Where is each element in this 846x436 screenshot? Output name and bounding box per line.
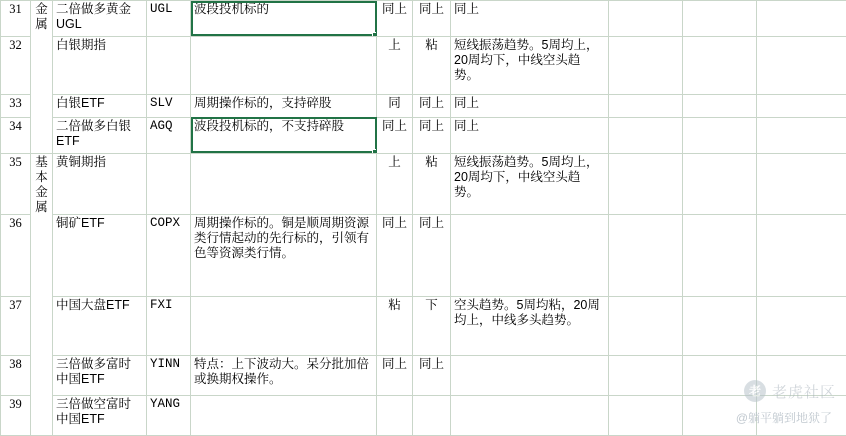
cell-group-base-metal[interactable]: 基本金属: [31, 153, 53, 435]
cell-empty[interactable]: [683, 94, 757, 117]
cell-row-number[interactable]: 37: [1, 296, 31, 355]
cell-trend-2[interactable]: 同上: [413, 214, 451, 296]
cell-name[interactable]: 中国大盘ETF: [53, 296, 147, 355]
cell-row-number[interactable]: 35: [1, 153, 31, 214]
cell-name[interactable]: 三倍做多富时中国ETF: [53, 355, 147, 395]
cell-name[interactable]: 二倍做多黄金UGL: [53, 1, 147, 37]
cell-empty[interactable]: [757, 117, 846, 153]
cell-description[interactable]: 特点：上下波动大。呆分批加倍或换期权操作。: [191, 355, 377, 395]
cell-row-number[interactable]: 33: [1, 94, 31, 117]
cell-code[interactable]: YINN: [147, 355, 191, 395]
cell-trend-note[interactable]: 短线振荡趋势。5周均上，20周均下，中线空头趋势。: [451, 153, 609, 214]
cell-trend-1[interactable]: 同: [377, 94, 413, 117]
cell-empty[interactable]: [757, 395, 846, 435]
cell-description[interactable]: [191, 153, 377, 214]
cell-code[interactable]: COPX: [147, 214, 191, 296]
cell-description[interactable]: [191, 296, 377, 355]
cell-trend-note[interactable]: 同上: [451, 1, 609, 37]
watermark-username: @躺平躺到地狱了: [735, 411, 832, 425]
table-row[interactable]: [1, 117, 846, 153]
cell-trend-note[interactable]: [451, 214, 609, 296]
cell-description[interactable]: [191, 36, 377, 94]
watermark-text: 老虎社区: [771, 383, 836, 401]
cell-empty[interactable]: [609, 117, 683, 153]
cell-empty[interactable]: [683, 296, 757, 355]
cell-empty[interactable]: [683, 36, 757, 94]
cell-description[interactable]: [191, 395, 377, 435]
table-row[interactable]: [1, 153, 846, 214]
cell-empty[interactable]: [609, 94, 683, 117]
cell-row-number[interactable]: 39: [1, 395, 31, 435]
cell-empty[interactable]: [683, 395, 757, 435]
cell-empty[interactable]: [683, 153, 757, 214]
cell-empty[interactable]: [609, 214, 683, 296]
cell-code[interactable]: SLV: [147, 94, 191, 117]
table-row[interactable]: [1, 214, 846, 296]
cell-row-number[interactable]: 32: [1, 36, 31, 94]
cell-trend-note[interactable]: [451, 355, 609, 395]
cell-name[interactable]: 二倍做多白银ETF: [53, 117, 147, 153]
cell-trend-1[interactable]: 同上: [377, 214, 413, 296]
cell-description-text: 波段投机标的: [194, 2, 270, 16]
cell-row-number[interactable]: 38: [1, 355, 31, 395]
cell-empty[interactable]: [683, 355, 757, 395]
cell-trend-note[interactable]: [451, 395, 609, 435]
cell-empty[interactable]: [683, 117, 757, 153]
cell-name[interactable]: 铜矿ETF: [53, 214, 147, 296]
cell-group-metal[interactable]: 金属: [31, 1, 53, 154]
cell-description[interactable]: 周期操作标的。铜是顺周期资源类行情起动的先行标的，引领有色等资源类行情。: [191, 214, 377, 296]
cell-name[interactable]: 黄铜期指: [53, 153, 147, 214]
cell-trend-2[interactable]: [413, 395, 451, 435]
selection-handle[interactable]: [372, 149, 377, 154]
cell-row-number[interactable]: 31: [1, 1, 31, 37]
cell-row-number[interactable]: 34: [1, 117, 31, 153]
cell-empty[interactable]: [609, 1, 683, 37]
cell-description[interactable]: 周期操作标的，支持碎股: [191, 94, 377, 117]
cell-trend-1[interactable]: 同上: [377, 117, 413, 153]
cell-description-text: 波段投机标的，不支持碎股: [194, 118, 345, 133]
cell-trend-2[interactable]: 同上: [413, 117, 451, 153]
cell-trend-2[interactable]: 下: [413, 296, 451, 355]
cell-trend-2[interactable]: 同上: [413, 1, 451, 37]
cell-empty[interactable]: [609, 36, 683, 94]
table-row[interactable]: [1, 296, 846, 355]
cell-trend-1[interactable]: 同上: [377, 1, 413, 37]
cell-name[interactable]: 白银ETF: [53, 94, 147, 117]
cell-trend-note[interactable]: 同上: [451, 94, 609, 117]
cell-trend-2[interactable]: 粘: [413, 153, 451, 214]
table-row[interactable]: [1, 355, 846, 395]
cell-trend-note[interactable]: 短线振荡趋势。5周均上，20周均下，中线空头趋势。: [451, 36, 609, 94]
cell-name[interactable]: 三倍做空富时中国ETF: [53, 395, 147, 435]
cell-trend-1[interactable]: 上: [377, 36, 413, 94]
cell-empty[interactable]: [683, 1, 757, 37]
cell-empty[interactable]: [757, 36, 846, 94]
cell-trend-1[interactable]: 上: [377, 153, 413, 214]
cell-trend-2[interactable]: 同上: [413, 94, 451, 117]
cell-empty[interactable]: [757, 94, 846, 117]
cell-empty[interactable]: [609, 296, 683, 355]
cell-empty[interactable]: [757, 214, 846, 296]
cell-trend-note[interactable]: 同上: [451, 117, 609, 153]
watermark-logo-icon: 老: [744, 380, 766, 402]
table-row[interactable]: [1, 1, 846, 37]
cell-trend-1[interactable]: 同上: [377, 355, 413, 395]
cell-trend-1[interactable]: 粘: [377, 296, 413, 355]
cell-trend-2[interactable]: 同上: [413, 355, 451, 395]
cell-code[interactable]: AGQ: [147, 117, 191, 153]
cell-empty[interactable]: [757, 296, 846, 355]
cell-trend-note[interactable]: 空头趋势。5周均粘，20周均上，中线多头趋势。: [451, 296, 609, 355]
cell-empty[interactable]: [609, 395, 683, 435]
cell-code[interactable]: UGL: [147, 1, 191, 37]
cell-code[interactable]: YANG: [147, 395, 191, 435]
cell-empty[interactable]: [757, 153, 846, 214]
table-row[interactable]: [1, 94, 846, 117]
table-row[interactable]: [1, 36, 846, 94]
cell-empty[interactable]: [609, 355, 683, 395]
cell-row-number[interactable]: 36: [1, 214, 31, 296]
cell-code[interactable]: [147, 36, 191, 94]
cell-code[interactable]: [147, 153, 191, 214]
cell-empty[interactable]: [757, 1, 846, 37]
cell-empty[interactable]: [757, 355, 846, 395]
cell-name[interactable]: 白银期指: [53, 36, 147, 94]
cell-empty[interactable]: [609, 153, 683, 214]
cell-description-selected[interactable]: [191, 1, 377, 37]
cell-empty[interactable]: [683, 214, 757, 296]
cell-description-selected[interactable]: [191, 117, 377, 153]
selection-handle[interactable]: [372, 32, 377, 37]
table-row[interactable]: [1, 395, 846, 435]
cell-trend-1[interactable]: [377, 395, 413, 435]
cell-trend-2[interactable]: 粘: [413, 36, 451, 94]
cell-code[interactable]: FXI: [147, 296, 191, 355]
